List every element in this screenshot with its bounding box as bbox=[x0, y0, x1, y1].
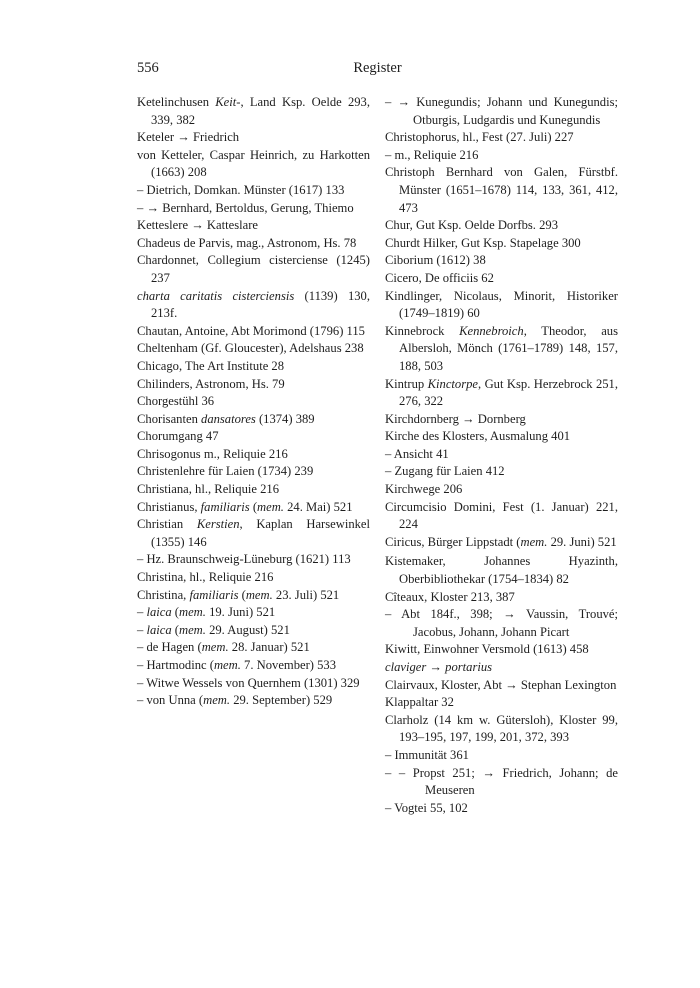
index-subentry bbox=[137, 551, 370, 569]
index-entry bbox=[137, 481, 370, 499]
index-entry bbox=[385, 217, 618, 235]
index-entry bbox=[385, 376, 618, 411]
index-entry bbox=[137, 499, 370, 517]
entry-text: Kistemaker, Johannes Hyazinth, Oberbibliothekar (1754–1834) 82 bbox=[385, 554, 618, 587]
italic-text: dansatores bbox=[201, 411, 256, 426]
entry-text: → bbox=[426, 660, 446, 674]
index-entry bbox=[385, 677, 618, 695]
index-entry bbox=[385, 553, 618, 588]
entry-text: , Gut Ksp. Herzebrock 251, 276, 322 bbox=[399, 376, 618, 409]
italic-text: Kinctorpe bbox=[427, 376, 478, 391]
italic-text: Kerstien bbox=[196, 517, 240, 532]
entry-text: Chardonnet, Collegium cisterciense (1245) 237 bbox=[137, 253, 370, 285]
entry-text: 7. November) 533 bbox=[240, 658, 337, 672]
italic-text: mem. bbox=[213, 658, 241, 672]
entry-text: (1139) 130, 213f. bbox=[151, 288, 370, 321]
index-entry bbox=[385, 641, 618, 659]
index-entry bbox=[385, 164, 618, 217]
entry-text: 29. September) 529 bbox=[230, 693, 333, 708]
italic-text: mem. bbox=[201, 640, 229, 655]
index-subentry bbox=[137, 639, 370, 657]
index-entry bbox=[385, 589, 618, 607]
entry-text: 24. Mai) 521 bbox=[283, 499, 353, 514]
index-subentry bbox=[385, 446, 618, 464]
italic-text: laica bbox=[146, 605, 172, 620]
index-subentry bbox=[137, 692, 370, 710]
index-entry bbox=[385, 428, 618, 446]
index-entry bbox=[137, 129, 370, 147]
index-entry bbox=[137, 252, 370, 287]
italic-text: mem. bbox=[178, 605, 206, 620]
index-entry bbox=[137, 463, 370, 481]
index-subentry bbox=[385, 765, 618, 800]
index-subentry bbox=[385, 747, 618, 765]
index-entry bbox=[385, 235, 618, 253]
index-entry bbox=[385, 481, 618, 499]
entry-text: Klappaltar 32 bbox=[385, 695, 454, 710]
entry-text: – Zugang für Laien 412 bbox=[385, 464, 505, 479]
entry-text: Clairvaux, Kloster, Abt → Stephan Lexington bbox=[385, 677, 617, 692]
entry-text: Keteler → Friedrich bbox=[137, 130, 240, 145]
index-entry bbox=[385, 252, 618, 270]
italic-text: portarius bbox=[445, 660, 493, 674]
entry-text: Christoph Bernhard von Galen, Fürstbf. Münster (1651–1678) 114, 133, 361, 412, 473 bbox=[385, 165, 618, 215]
index-entry bbox=[137, 358, 370, 376]
index-entry bbox=[137, 428, 370, 446]
entry-text: Ketelinchusen bbox=[137, 95, 216, 109]
entry-text: Ciborium (1612) 38 bbox=[385, 253, 486, 268]
index-entry bbox=[137, 340, 370, 358]
entry-text: – Witwe Wessels von Quernhem (1301) 329 bbox=[137, 675, 360, 690]
entry-text: Kiwitt, Einwohner Versmold (1613) 458 bbox=[385, 642, 589, 657]
entry-text: Cicero, De officiis 62 bbox=[385, 270, 494, 285]
index-entry bbox=[137, 411, 370, 429]
entry-text: Kirchdornberg → Dornberg bbox=[385, 411, 526, 426]
entry-text: von Ketteler, Caspar Heinrich, zu Harkotten (1663) 208 bbox=[137, 147, 370, 180]
index-subentry bbox=[137, 657, 370, 675]
entry-text: Clarholz (14 km w. Gütersloh), Kloster 99, 193–195, 197, 199, 201, 372, 393 bbox=[385, 712, 618, 745]
entry-text: – Ansicht 41 bbox=[385, 446, 449, 461]
entry-text: Cîteaux, Kloster 213, 387 bbox=[385, 589, 515, 604]
entry-text: Circumcisio Domini, Fest (1. Januar) 221, 224 bbox=[385, 499, 618, 532]
index-subentry bbox=[385, 800, 618, 818]
entry-text: 23. Juli) 521 bbox=[272, 587, 340, 602]
index-column-left bbox=[137, 94, 370, 710]
entry-text: – bbox=[137, 605, 147, 620]
entry-text: – Dietrich, Domkan. Münster (1617) 133 bbox=[137, 182, 345, 197]
entry-text: ( bbox=[249, 499, 258, 514]
index-subentry bbox=[137, 675, 370, 693]
entry-text: , Land Ksp. Oelde 293, 339, 382 bbox=[151, 95, 370, 127]
entry-text: Chrisogonus m., Reliquie 216 bbox=[137, 446, 288, 461]
entry-text: – Hz. Braunschweig-Lüneburg (1621) 113 bbox=[137, 552, 351, 567]
index-entry bbox=[137, 235, 370, 253]
entry-text: Chorgestühl 36 bbox=[137, 394, 215, 409]
entry-text: – bbox=[137, 622, 147, 637]
index-entry bbox=[137, 376, 370, 394]
entry-text: (1374) 389 bbox=[255, 411, 315, 426]
entry-text: – Hartmodinc ( bbox=[137, 658, 214, 672]
entry-text: 19. Juni) 521 bbox=[205, 605, 276, 620]
entry-text: Ketteslere → Katteslare bbox=[137, 218, 258, 233]
index-column-right bbox=[385, 94, 618, 817]
entry-text: Kirche des Klosters, Ausmalung 401 bbox=[385, 429, 571, 444]
index-entry bbox=[137, 94, 370, 129]
index-subentry bbox=[137, 200, 370, 218]
entry-text: Ciricus, Bürger Lippstadt ( bbox=[385, 534, 521, 549]
entry-text: Chur, Gut Ksp. Oelde Dorfbs. 293 bbox=[385, 218, 558, 233]
italic-text: Keit- bbox=[215, 95, 241, 109]
entry-text: – Abt 184f., 398; → Vaussin, Trouvé; Jacobus, Johann, Johann Picart bbox=[385, 607, 618, 639]
entry-text: – – Propst 251; → Friedrich, Johann; de Meuseren bbox=[385, 765, 618, 798]
entry-text: – Vogtei 55, 102 bbox=[385, 800, 468, 815]
entry-text: , Kaplan Harsewinkel (1355) 146 bbox=[151, 517, 370, 549]
index-entry bbox=[137, 446, 370, 464]
index-entry bbox=[137, 587, 370, 605]
entry-text: Churdt Hilker, Gut Ksp. Stapelage 300 bbox=[385, 235, 581, 250]
entry-text: Kindlinger, Nicolaus, Minorit, Historiker (1749–1819) 60 bbox=[385, 288, 618, 321]
index-entry bbox=[385, 499, 618, 534]
entry-text: Christina, hl., Reliquie 216 bbox=[137, 570, 274, 585]
entry-text: – → Bernhard, Bertoldus, Gerung, Thiemo bbox=[137, 200, 354, 215]
entry-text: – Immunität 361 bbox=[385, 747, 469, 762]
italic-text: charta caritatis cisterciensis bbox=[137, 288, 295, 303]
entry-text: 28. Januar) 521 bbox=[228, 640, 310, 655]
entry-text: Christina, bbox=[137, 587, 190, 602]
entry-text: Chadeus de Parvis, mag., Astronom, Hs. 78 bbox=[137, 235, 357, 250]
entry-text: Cheltenham (Gf. Gloucester), Adelshaus 238 bbox=[137, 341, 364, 356]
index-subentry bbox=[385, 463, 618, 481]
index-entry bbox=[137, 147, 370, 182]
entry-text: Christenlehre für Laien (1734) 239 bbox=[137, 464, 314, 479]
entry-text: – → Kunegundis; Johann und Kunegundis; Otburgis, Ludgardis und Kunegundis bbox=[385, 95, 618, 127]
index-entry bbox=[385, 129, 618, 147]
italic-text: mem. bbox=[520, 534, 548, 549]
entry-text: Chorumgang 47 bbox=[137, 429, 219, 444]
entry-text: Chilinders, Astronom, Hs. 79 bbox=[137, 376, 285, 391]
entry-text: – von Unna ( bbox=[137, 693, 204, 708]
entry-text: ( bbox=[171, 622, 179, 637]
index-subentry bbox=[385, 94, 618, 129]
entry-text: – de Hagen ( bbox=[137, 640, 202, 655]
entry-text: Chorisanten bbox=[137, 411, 202, 426]
italic-text: claviger bbox=[385, 660, 427, 674]
entry-text: Christophorus, hl., Fest (27. Juli) 227 bbox=[385, 130, 574, 145]
index-subentry bbox=[385, 147, 618, 165]
entry-text: Chautan, Antoine, Abt Morimond (1796) 115 bbox=[137, 323, 365, 338]
index-entry bbox=[385, 712, 618, 747]
entry-text: Kirchwege 206 bbox=[385, 482, 463, 497]
index-entry bbox=[137, 217, 370, 235]
entry-text: Kinnebrock bbox=[385, 323, 460, 338]
index-entry bbox=[385, 270, 618, 288]
index-entry bbox=[385, 288, 618, 323]
running-header bbox=[137, 60, 618, 82]
index-subentry bbox=[137, 182, 370, 200]
index-entry bbox=[385, 534, 618, 552]
italic-text: mem. bbox=[245, 587, 273, 602]
italic-text: mem. bbox=[178, 622, 206, 637]
entry-text: Christiana, hl., Reliquie 216 bbox=[137, 482, 280, 497]
entry-text: Christian bbox=[137, 517, 197, 532]
italic-text: laica bbox=[146, 622, 172, 637]
index-entry bbox=[137, 288, 370, 323]
index-subentry bbox=[137, 604, 370, 622]
index-entry bbox=[385, 323, 618, 376]
entry-text: 29. Juni) 521 bbox=[547, 534, 617, 549]
index-entry bbox=[137, 393, 370, 411]
italic-text: Kennebroich bbox=[459, 323, 524, 338]
italic-text: mem. bbox=[203, 693, 231, 708]
index-entry bbox=[137, 323, 370, 341]
entry-text: ( bbox=[171, 605, 179, 620]
italic-text: familiaris bbox=[189, 587, 239, 602]
entry-text: ( bbox=[238, 587, 246, 602]
index-entry bbox=[385, 694, 618, 712]
index-subentry bbox=[137, 622, 370, 640]
index-entry bbox=[385, 659, 618, 677]
italic-text: familiaris bbox=[200, 499, 250, 514]
index-subentry bbox=[385, 606, 618, 641]
italic-text: mem. bbox=[257, 499, 284, 514]
entry-text: Kintrup bbox=[385, 376, 428, 391]
index-entry bbox=[385, 411, 618, 429]
page-number: 556 bbox=[137, 60, 159, 76]
running-title: Register bbox=[353, 60, 402, 76]
entry-text: Chicago, The Art Institute 28 bbox=[137, 358, 285, 373]
index-entry bbox=[137, 516, 370, 551]
entry-text: 29. August) 521 bbox=[205, 622, 290, 637]
entry-text: , Theodor, aus Albersloh, Mönch (1761–1789) 148, 157, 188, 503 bbox=[399, 323, 618, 373]
entry-text: Christianus, bbox=[137, 499, 201, 514]
index-entry bbox=[137, 569, 370, 587]
entry-text: – m., Reliquie 216 bbox=[385, 147, 479, 162]
